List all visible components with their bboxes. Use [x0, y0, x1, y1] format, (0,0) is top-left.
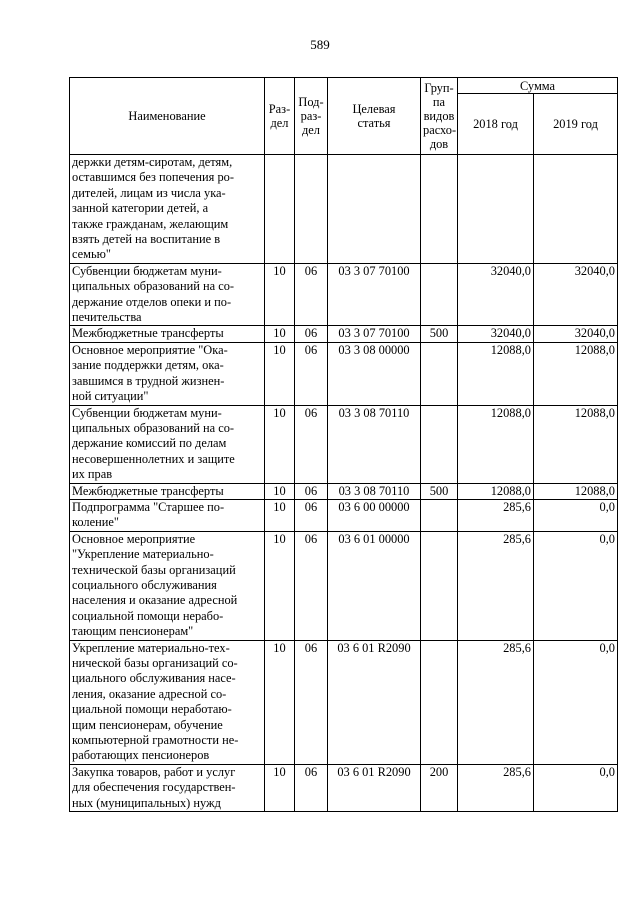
- row-vid-raskhodov: 500: [421, 326, 458, 342]
- row-sum-2019: 0,0: [534, 531, 618, 640]
- row-vid-raskhodov: 500: [421, 483, 458, 499]
- table-row: [70, 263, 618, 326]
- row-tselevaya-statya: 03 6 01 R2090: [328, 640, 421, 764]
- row-sum-2019: [534, 155, 618, 264]
- row-razdel: 10: [265, 326, 295, 342]
- header-name: Наименование: [70, 78, 265, 155]
- row-razdel: 10: [265, 764, 295, 811]
- row-name: Подпрограмма "Старшее по- коление": [70, 499, 265, 531]
- budget-table: [69, 77, 618, 812]
- row-sum-2019: 0,0: [534, 640, 618, 764]
- table-row: [70, 405, 618, 483]
- row-name: Основное мероприятие "Ока- зание поддержки детям, ока- завшимся в трудной жизнен- ной ситуации": [70, 342, 265, 405]
- header-tselevaya-statya: Целевая статья: [328, 78, 421, 155]
- row-vid-raskhodov: 200: [421, 764, 458, 811]
- row-vid-raskhodov: [421, 640, 458, 764]
- table-header: [70, 78, 618, 155]
- row-name: Укрепление материально-тех- нической базы организаций со- циального обслуживания насе- ления, оказание адресной со- циальной помощи неработаю- щим пенсионерам, обучение компьютерной грамотности не- работающих пенсионеров: [70, 640, 265, 764]
- row-vid-raskhodov: [421, 405, 458, 483]
- row-name: Основное мероприятие "Укрепление материально- технической базы организаций социального обслуживания населения и оказание адресной социальной помощи нерабо- тающим пенсионерам": [70, 531, 265, 640]
- header-podrazdel: Под- раз- дел: [295, 78, 328, 155]
- row-tselevaya-statya: 03 3 08 00000: [328, 342, 421, 405]
- table-row: [70, 531, 618, 640]
- table-row: [70, 764, 618, 811]
- row-sum-2018: 285,6: [458, 640, 534, 764]
- table-body: [70, 155, 618, 812]
- row-sum-2018: 32040,0: [458, 326, 534, 342]
- header-razdel: Раз- дел: [265, 78, 295, 155]
- row-sum-2019: 32040,0: [534, 326, 618, 342]
- page-number: 589: [310, 37, 330, 52]
- table-row: [70, 155, 618, 264]
- row-podrazdel: 06: [295, 531, 328, 640]
- row-sum-2018: 285,6: [458, 531, 534, 640]
- row-sum-2018: 285,6: [458, 764, 534, 811]
- row-podrazdel: 06: [295, 263, 328, 326]
- row-tselevaya-statya: 03 3 07 70100: [328, 326, 421, 342]
- row-razdel: 10: [265, 531, 295, 640]
- row-sum-2018: [458, 155, 534, 264]
- row-podrazdel: [295, 155, 328, 264]
- row-tselevaya-statya: 03 6 00 00000: [328, 499, 421, 531]
- table-row: [70, 342, 618, 405]
- row-razdel: 10: [265, 263, 295, 326]
- row-vid-raskhodov: [421, 155, 458, 264]
- row-razdel: 10: [265, 640, 295, 764]
- row-podrazdel: 06: [295, 405, 328, 483]
- row-tselevaya-statya: 03 3 08 70110: [328, 483, 421, 499]
- row-tselevaya-statya: [328, 155, 421, 264]
- row-tselevaya-statya: 03 6 01 00000: [328, 531, 421, 640]
- row-razdel: 10: [265, 499, 295, 531]
- row-sum-2018: 32040,0: [458, 263, 534, 326]
- row-sum-2019: 12088,0: [534, 405, 618, 483]
- row-vid-raskhodov: [421, 531, 458, 640]
- row-podrazdel: 06: [295, 640, 328, 764]
- row-razdel: [265, 155, 295, 264]
- row-podrazdel: 06: [295, 483, 328, 499]
- row-tselevaya-statya: 03 3 07 70100: [328, 263, 421, 326]
- row-sum-2018: 12088,0: [458, 483, 534, 499]
- row-sum-2019: 0,0: [534, 499, 618, 531]
- row-podrazdel: 06: [295, 342, 328, 405]
- row-name: Субвенции бюджетам муни- ципальных образований на со- держание отделов опеки и по- печительства: [70, 263, 265, 326]
- row-vid-raskhodov: [421, 263, 458, 326]
- row-vid-raskhodov: [421, 342, 458, 405]
- row-razdel: 10: [265, 405, 295, 483]
- header-year-2019: 2019 год: [534, 94, 618, 155]
- row-sum-2019: 0,0: [534, 764, 618, 811]
- row-tselevaya-statya: 03 6 01 R2090: [328, 764, 421, 811]
- row-name: Субвенции бюджетам муни- ципальных образований на со- держание комиссий по делам несовершеннолетних и защите их прав: [70, 405, 265, 483]
- table-row: [70, 483, 618, 499]
- row-sum-2018: 12088,0: [458, 342, 534, 405]
- row-name: Межбюджетные трансферты: [70, 326, 265, 342]
- row-name: Закупка товаров, работ и услуг для обеспечения государствен- ных (муниципальных) нужд: [70, 764, 265, 811]
- row-tselevaya-statya: 03 3 08 70110: [328, 405, 421, 483]
- row-sum-2019: 32040,0: [534, 263, 618, 326]
- row-vid-raskhodov: [421, 499, 458, 531]
- row-razdel: 10: [265, 342, 295, 405]
- row-sum-2019: 12088,0: [534, 342, 618, 405]
- table-row: [70, 640, 618, 764]
- row-sum-2019: 12088,0: [534, 483, 618, 499]
- row-sum-2018: 285,6: [458, 499, 534, 531]
- header-year-2018: 2018 год: [458, 94, 534, 155]
- row-name: держки детям-сиротам, детям, оставшимся без попечения ро- дителей, лицам из числа ука- занной категории детей, а также гражданам, желающим взять детей на воспитание в семью": [70, 155, 265, 264]
- row-podrazdel: 06: [295, 326, 328, 342]
- row-razdel: 10: [265, 483, 295, 499]
- header-gruppa-vidov-raskhodov: Груп- па видов расхо- дов: [421, 78, 458, 155]
- row-sum-2018: 12088,0: [458, 405, 534, 483]
- row-name: Межбюджетные трансферты: [70, 483, 265, 499]
- row-podrazdel: 06: [295, 764, 328, 811]
- table-row: [70, 326, 618, 342]
- table-row: [70, 499, 618, 531]
- row-podrazdel: 06: [295, 499, 328, 531]
- header-summa: Сумма: [458, 78, 618, 94]
